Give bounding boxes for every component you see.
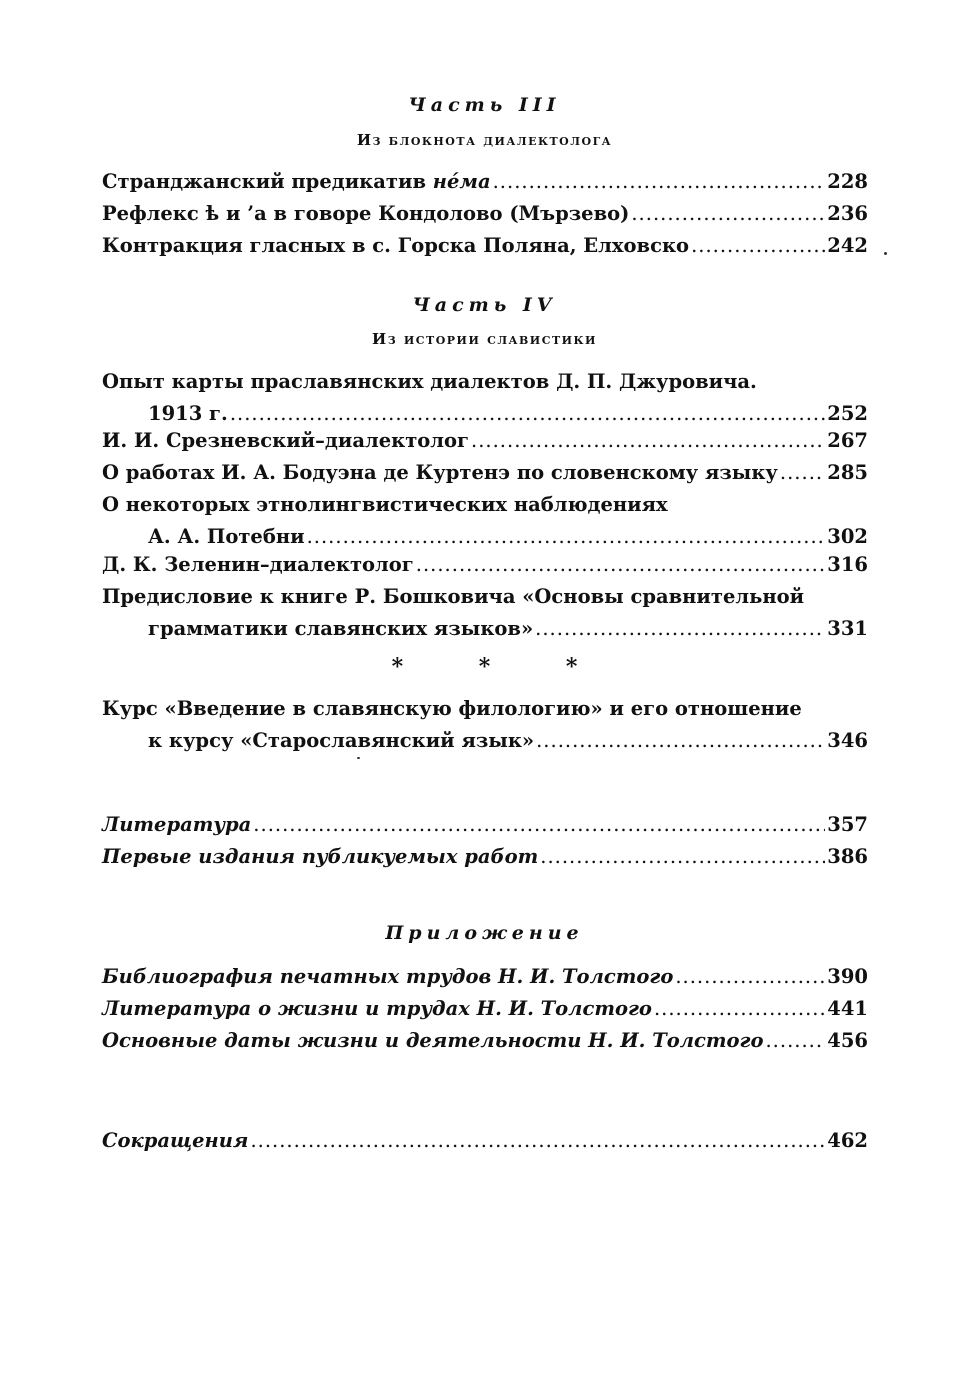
entry-title: И. И. Срезневский–диалектолог — [102, 429, 469, 452]
entry-title: Курс «Введение в славянскую филологию» и его отношение — [102, 697, 802, 720]
entry-title-continued: А. А. Потебни — [148, 525, 305, 548]
entry-title-continued: 1913 г. — [148, 402, 228, 425]
entry-title: О работах И. А. Бодуэна де Куртенэ по словенскому языку — [102, 461, 778, 484]
part4-label: Часть IV — [412, 294, 557, 316]
scan-speck — [357, 757, 360, 759]
toc-entry[interactable] — [102, 693, 868, 757]
entry-title: Контракция гласных в с. Горска Поляна, Елховско — [102, 234, 690, 257]
entry-title: Рефлекс ѣ и ’а в говоре Кондолово (Мързево) — [102, 202, 630, 225]
entry-title: Основные даты жизни и деятельности Н. И. Толстого — [102, 1029, 764, 1052]
page-number: 462 — [827, 1129, 868, 1152]
dot-leader — [493, 166, 826, 198]
dot-leader — [250, 1125, 825, 1157]
dot-leader — [780, 457, 825, 489]
page-number: 252 — [827, 402, 868, 425]
dot-leader — [765, 1025, 825, 1057]
dot-leader — [691, 230, 825, 262]
appendix-label: Приложение — [385, 922, 584, 944]
toc-entry[interactable] — [102, 549, 868, 581]
entry-title: Литература о жизни и трудах Н. И. Толстого — [102, 997, 652, 1020]
toc-entry[interactable] — [102, 993, 868, 1025]
toc-entry[interactable] — [102, 489, 868, 553]
page-number: 316 — [827, 553, 868, 576]
entry-title: Библиография печатных трудов Н. И. Толстого — [102, 965, 674, 988]
entry-title: Сокращения — [102, 1129, 249, 1152]
dot-leader — [253, 809, 825, 841]
toc-entry[interactable] — [102, 198, 868, 230]
toc-entry[interactable] — [102, 1025, 868, 1057]
dot-leader — [416, 549, 826, 581]
page-number: 441 — [827, 997, 868, 1020]
entry-title: Опыт карты праславянских диалектов Д. П. Джуровича. — [102, 370, 757, 393]
page-number: 267 — [827, 429, 868, 452]
page-number: 346 — [827, 729, 868, 752]
toc-entry[interactable] — [102, 425, 868, 457]
entry-title: О некоторых этнолингвистических наблюдениях — [102, 493, 668, 516]
page-number: 242 — [827, 234, 868, 257]
part3-label: Часть III — [408, 94, 561, 116]
dot-leader — [654, 993, 825, 1025]
page-number: 236 — [827, 202, 868, 225]
page-number: 390 — [827, 965, 868, 988]
entry-title-continued: к курсу «Старославянский язык» — [148, 729, 535, 752]
toc-entry[interactable] — [102, 457, 868, 489]
dot-leader — [471, 425, 825, 457]
dot-leader — [540, 841, 825, 873]
toc-entry[interactable] — [102, 581, 868, 645]
toc-entry[interactable] — [102, 166, 868, 198]
dot-leader — [535, 613, 825, 645]
entry-title-emphasis: нéма — [432, 170, 491, 193]
toc-entry[interactable] — [102, 366, 868, 430]
page-number: 331 — [827, 617, 868, 640]
dot-leader — [631, 198, 825, 230]
entry-title: Первые издания публикуемых работ — [102, 845, 539, 868]
dot-leader — [675, 961, 825, 993]
entry-title: Литература — [102, 813, 252, 836]
toc-entry[interactable] — [102, 809, 868, 841]
toc-entry[interactable] — [102, 841, 868, 873]
toc-entry[interactable] — [102, 230, 868, 262]
toc-entry[interactable] — [102, 961, 868, 993]
asterism-separator: * * * — [391, 654, 612, 680]
part3-title: Из блокнота диалектолога — [356, 131, 613, 149]
dot-leader — [536, 725, 825, 757]
entry-title: Странджанский предикатив нéма — [102, 170, 491, 193]
page-number: 228 — [827, 170, 868, 193]
toc-entry[interactable] — [102, 1125, 868, 1157]
page-number: 285 — [827, 461, 868, 484]
page-number: 302 — [827, 525, 868, 548]
part4-title: Из истории славистики — [372, 330, 597, 348]
entry-title: Д. К. Зеленин–диалектолог — [102, 553, 414, 576]
page-number: 357 — [827, 813, 868, 836]
page-number: 456 — [827, 1029, 868, 1052]
entry-title-continued: грамматики славянских языков» — [148, 617, 534, 640]
scan-speck — [884, 252, 887, 255]
page-number: 386 — [827, 845, 868, 868]
entry-title: Предисловие к книге Р. Бошковича «Основы сравнительной — [102, 585, 805, 608]
